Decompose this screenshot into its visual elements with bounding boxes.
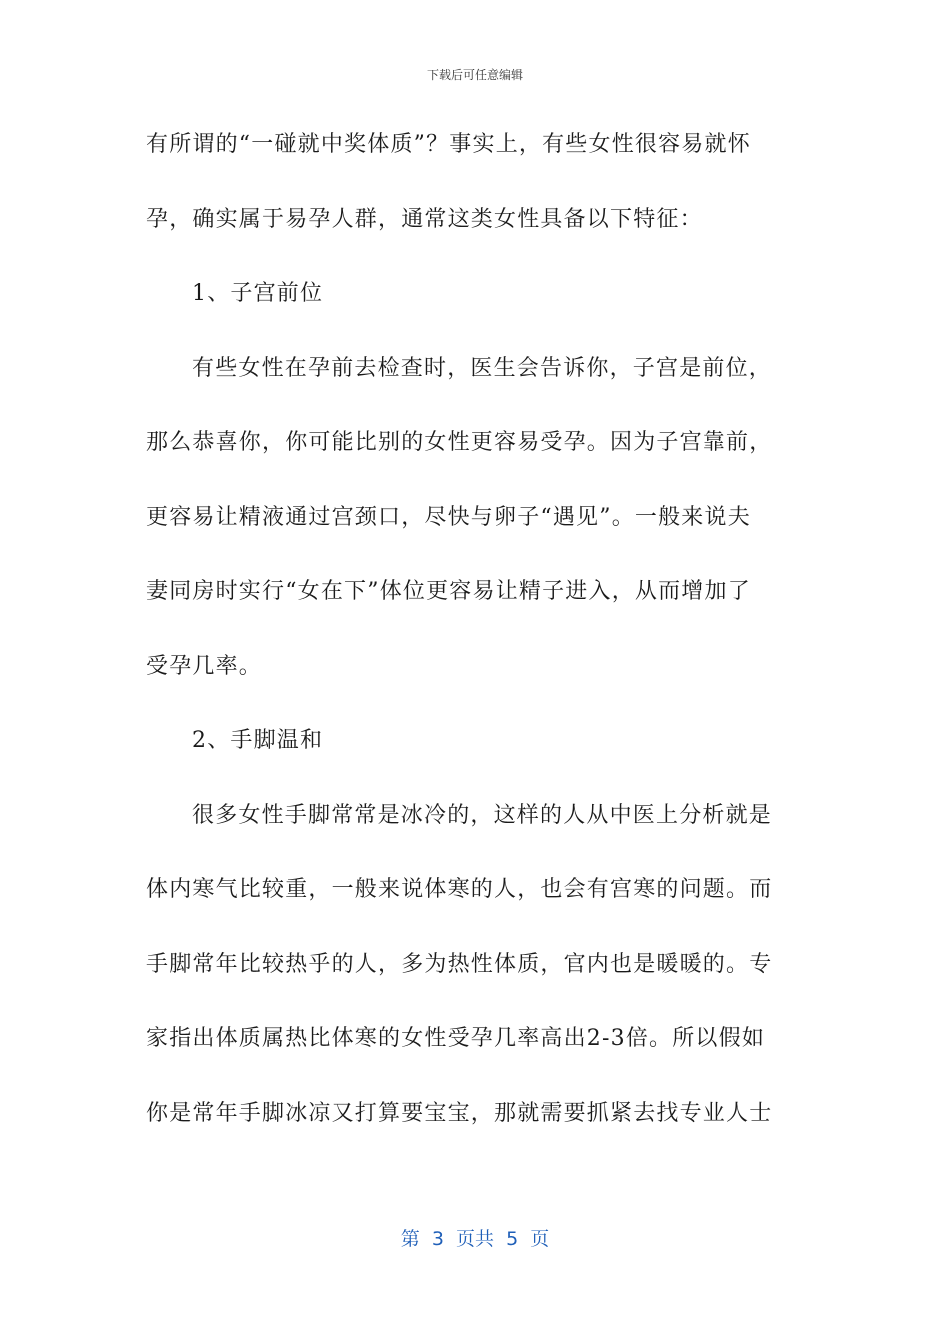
body-line: 那么恭喜你，你可能比别的女性更容易受孕。因为子宫靠前，: [146, 430, 773, 455]
body-line: 家指出体质属热比体寒的女性受孕几率高出2-3倍。所以假如: [146, 1026, 766, 1051]
section-heading: 1、子宫前位: [192, 281, 324, 306]
body-line: 有所谓的“一碰就中奖体质”？事实上，有些女性很容易就怀: [146, 132, 751, 157]
body-line: 你是常年手脚冰凉又打算要宝宝，那就需要抓紧去找专业人士: [146, 1100, 773, 1126]
body-line: 体内寒气比较重，一般来说体寒的人，也会有宫寒的问题。而: [146, 877, 773, 902]
page-number-footer: 第 3 页共 5 页: [400, 1228, 550, 1250]
section-heading: 2、手脚温和: [192, 728, 324, 753]
body-line: 孕，确实属于易孕人群，通常这类女性具备以下特征：: [146, 206, 703, 232]
page-header-note: 下载后可任意编辑: [426, 68, 523, 82]
paragraph-start-line: 很多女性手脚常常是冰冷的，这样的人从中医上分析就是: [192, 802, 773, 828]
document-body: [146, 118, 806, 1161]
body-line: 受孕几率。: [146, 653, 263, 679]
body-line: 更容易让精液通过宫颈口，尽快与卵子“遇见”。一般来说夫: [146, 504, 751, 530]
paragraph-start-line: 有些女性在孕前去检查时，医生会告诉你，子宫是前位，: [192, 355, 773, 381]
body-line: 手脚常年比较热乎的人，多为热性体质，官内也是暖暖的。专: [146, 951, 773, 977]
body-line: 妻同房时实行“女在下”体位更容易让精子进入，从而增加了: [146, 579, 751, 604]
